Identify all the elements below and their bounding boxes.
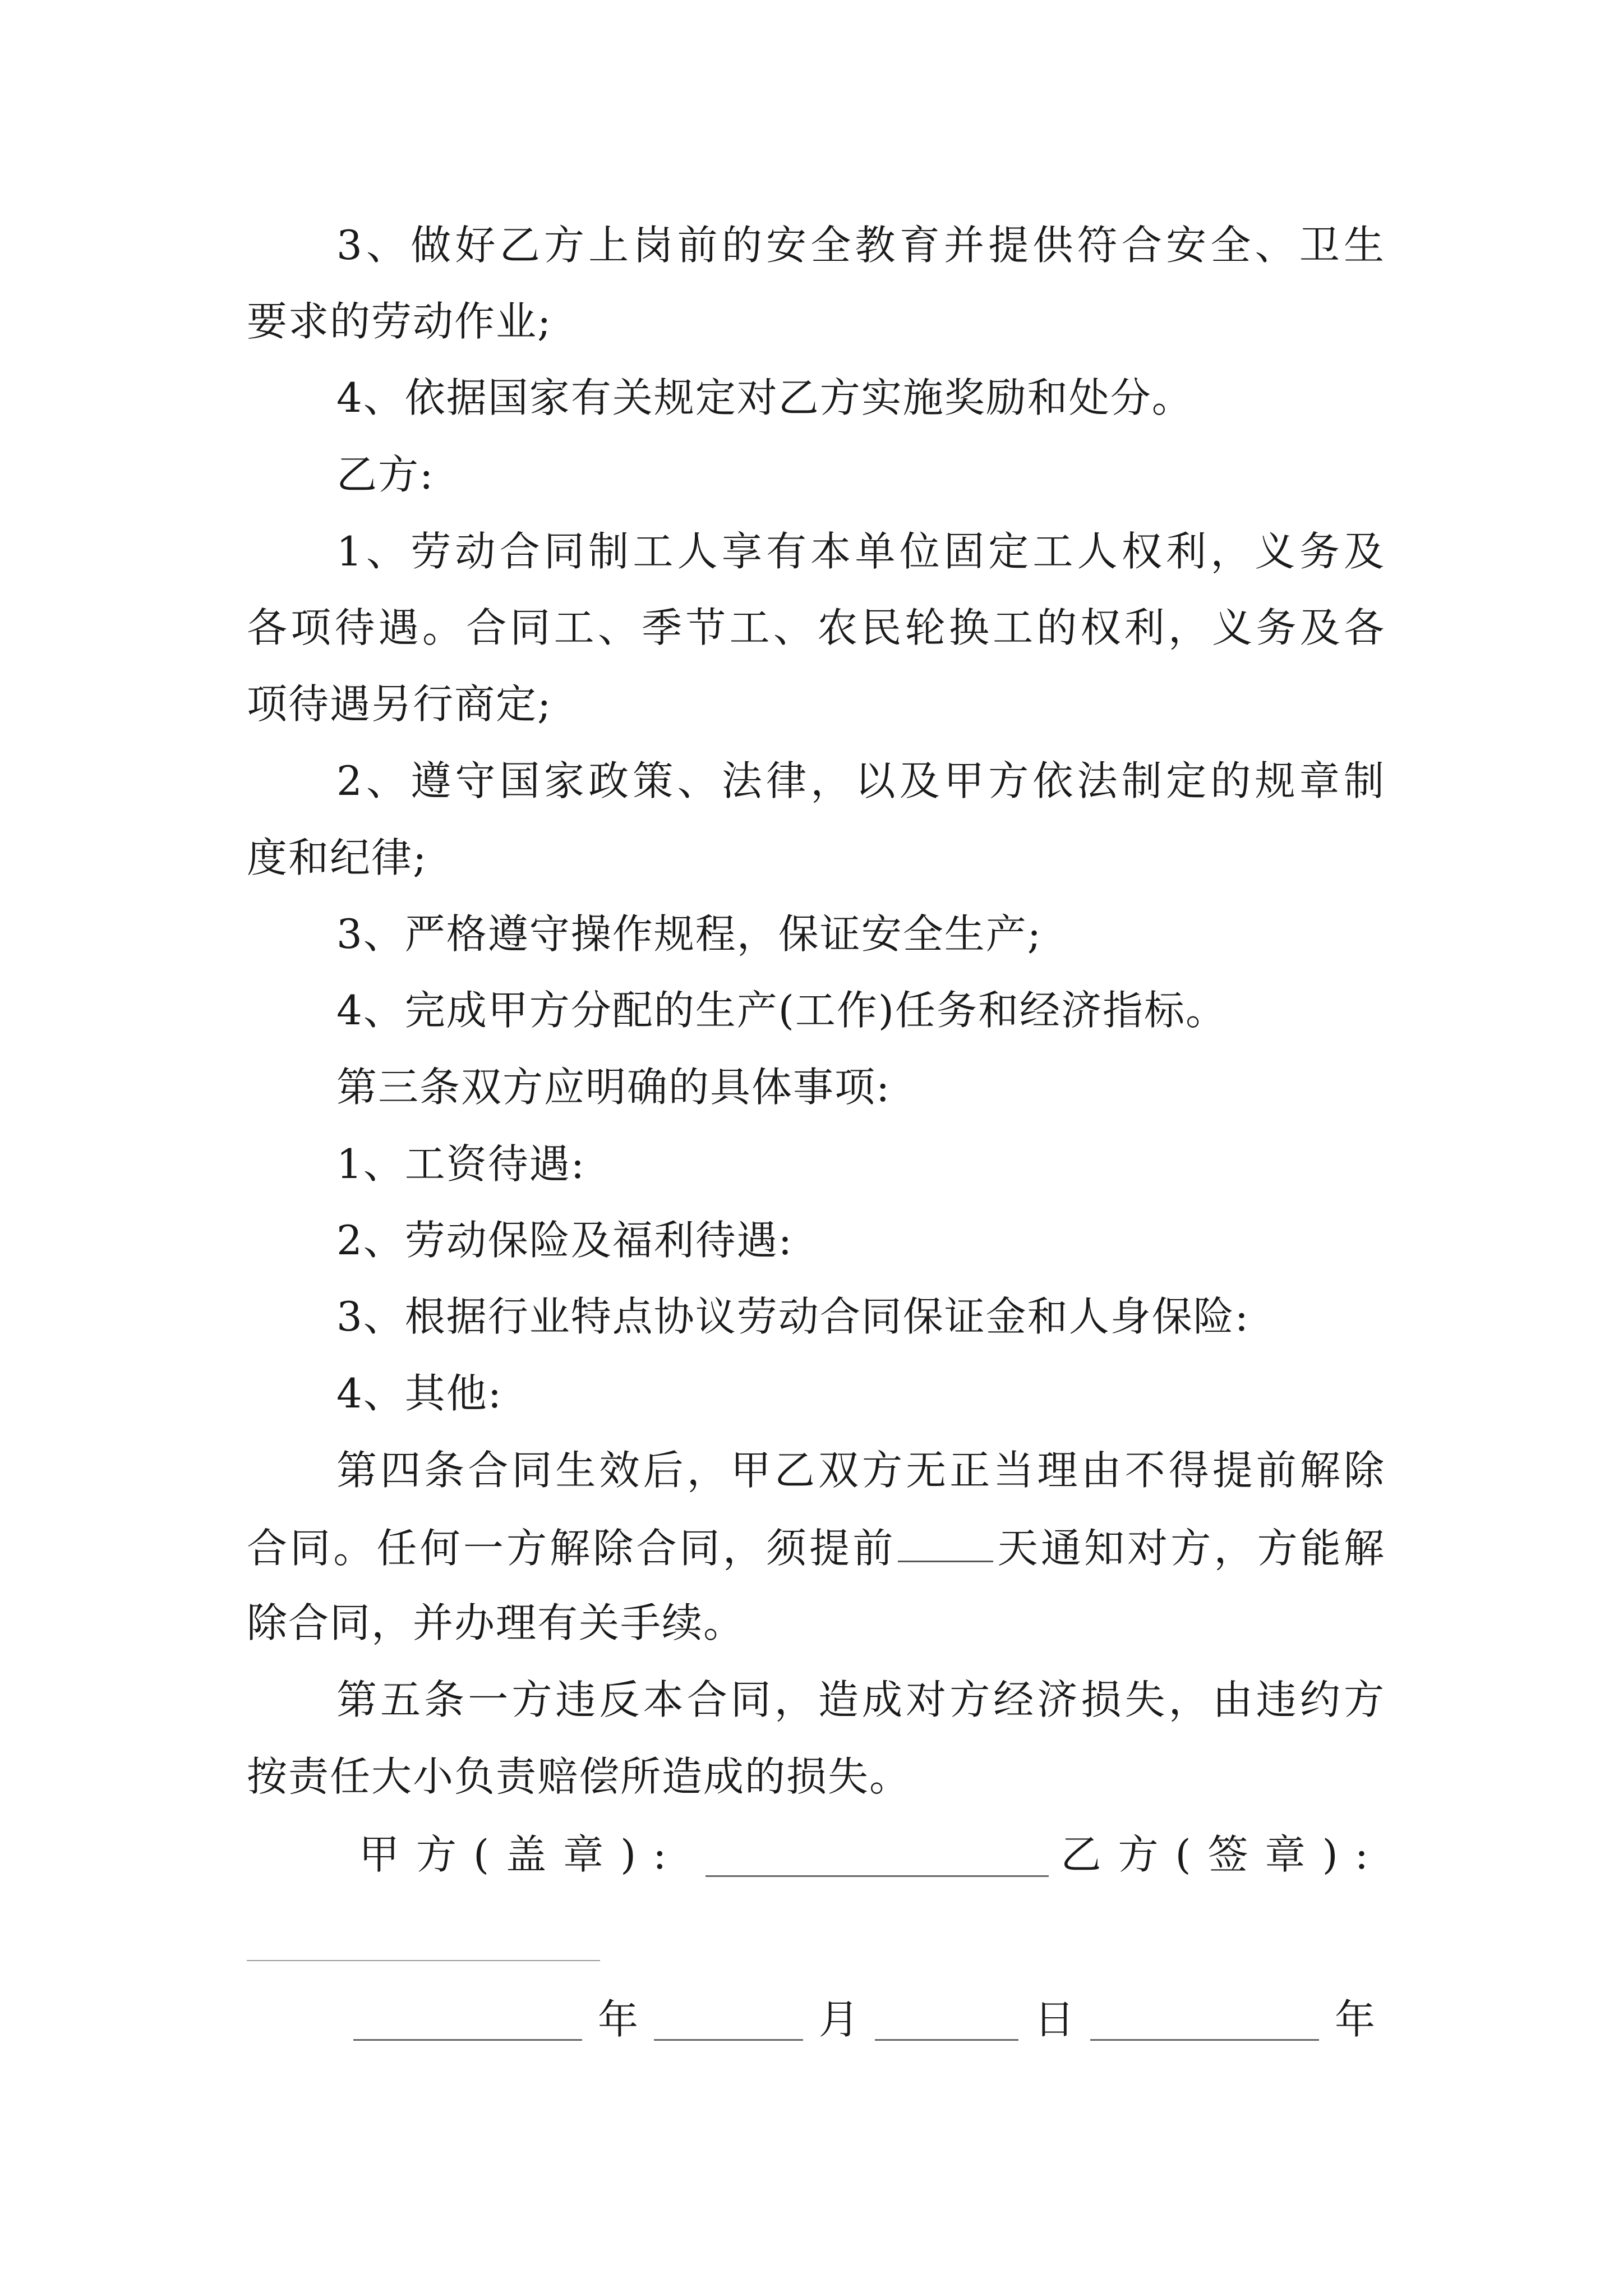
text-line: 1、劳动合同制工人享有本单位固定工人权利，义务及: [336, 528, 1385, 575]
party-b-sign-label: 乙方(签章):: [1061, 1831, 1385, 1878]
year2-label: 年: [1335, 1996, 1376, 2043]
year2-blank[interactable]: [1090, 1999, 1319, 2041]
text-line: 4、完成甲方分配的生产(工作)任务和经济指标。: [336, 987, 1227, 1034]
text-line: 4、其他:: [336, 1370, 503, 1417]
day-blank[interactable]: [875, 1999, 1018, 2041]
text-line: 4、依据国家有关规定对乙方实施奖励和处分。: [336, 374, 1193, 421]
date-row: [353, 1986, 1391, 2047]
text-line-with-blank: [247, 1521, 1385, 1573]
year-blank[interactable]: [353, 1999, 582, 2041]
text-line: 要求的劳动作业;: [247, 298, 552, 345]
text-line: 2、遵守国家政策、法律，以及甲方依法制定的规章制: [336, 757, 1385, 804]
year-label: 年: [598, 1996, 639, 2043]
text-line: 第三条双方应明确的具体事项:: [336, 1064, 891, 1111]
signature-row: [359, 1826, 1385, 1883]
line-text-before: 合同。任何一方解除合同，须提前: [247, 1525, 896, 1572]
text-line: 按责任大小负责赔偿所造成的损失。: [247, 1753, 911, 1800]
days-notice-blank[interactable]: [898, 1521, 993, 1562]
text-line: 度和纪律;: [247, 834, 428, 881]
text-line: 2、劳动保险及福利待遇:: [336, 1217, 794, 1264]
text-line: 各项待遇。合同工、季节工、农民轮换工的权利，义务及各: [247, 604, 1385, 651]
text-line: 除合同，并办理有关手续。: [247, 1599, 745, 1646]
text-line: 项待遇另行商定;: [247, 680, 552, 728]
party-b-signature-line[interactable]: [247, 1960, 600, 1961]
text-line: 乙方:: [336, 451, 435, 498]
text-line: 第四条合同生效后，甲乙双方无正当理由不得提前解除: [336, 1447, 1385, 1494]
text-line: 3、做好乙方上岗前的安全教育并提供符合安全、卫生: [336, 222, 1385, 269]
text-line: 第五条一方违反本合同，造成对方经济损失，由违约方: [336, 1676, 1385, 1723]
month-blank[interactable]: [654, 1999, 803, 2041]
line-text-after: 天通知对方，方能解: [995, 1525, 1385, 1572]
text-line: 3、严格遵守操作规程，保证安全生产;: [336, 910, 1043, 958]
month-label: 月: [818, 1996, 859, 2043]
party-a-signature-line[interactable]: [706, 1835, 1048, 1877]
day-label: 日: [1034, 1996, 1075, 2043]
party-a-seal-label: 甲方(盖章):: [359, 1831, 684, 1878]
text-line: 3、根据行业特点协议劳动合同保证金和人身保险:: [336, 1293, 1250, 1340]
text-line: 1、工资待遇:: [336, 1140, 586, 1188]
